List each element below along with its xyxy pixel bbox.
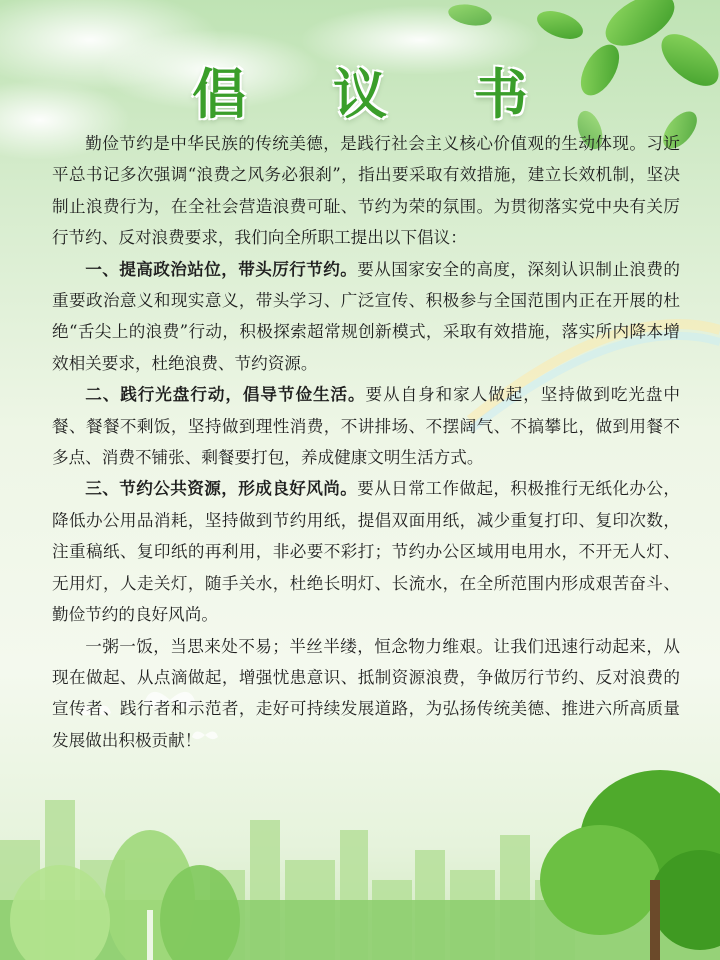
document-body [52,128,680,756]
page-title: 倡 议 书 [192,63,562,126]
paragraph-item-2: 二、践行光盘行动，倡导节俭生活。要从自身和家人做起，坚持做到吃光盘中餐、餐餐不剩饭，坚持做到理性消费，不讲排场、不摆阔气、不搞攀比，做到用餐不多点、消费不铺张、剩餐要打包，养成健康文明生活方式。 [52,384,681,468]
paragraph-item-1: 一、提高政治站位，带头厉行节约。要从国家安全的高度，深刻认识制止浪费的重要政治意义和现实意义，带头学习、广泛宣传、积极参与全国范围内正在开展的杜绝“舌尖上的浪费”行动，积极探索超常规创新模式，采取有效措施，落实所内降本增效相关要求，杜绝浪费、节约资源。 [52,258,681,373]
item-2-heading: 二、践行光盘行动，倡导节俭生活。 [85,384,366,405]
paragraph-item-3: 三、节约公共资源，形成良好风尚。要从日常工作做起，积极推行无纸化办公，降低办公用品消耗，坚持做到节约用纸，提倡双面用纸，减少重复打印、复印次数，注重稿纸、复印纸的再利用，非必要不彩打；节约办公区域用电用水，不开无人灯、无用灯，人走关灯，随手关水，杜绝长明灯、长流水，在全所范围内形成艰苦奋斗、勤俭节约的良好风尚。 [52,478,681,625]
paragraph-closing: 一粥一饭，当思来处不易；半丝半缕，恒念物力维艰。让我们迅速行动起来，从现在做起、从点滴做起，增强忧患意识、抵制资源浪费，争做厉行节约、反对浪费的宣传者、践行者和示范者，走好可持续发展道路，为弘扬传统美德、推进六所高质量发展做出积极贡献！ [52,636,680,750]
item-1-heading: 一、提高政治站位，带头厉行节约。 [85,258,358,279]
item-3-heading: 三、节约公共资源，形成良好风尚。 [85,478,358,499]
paragraph-intro: 勤俭节约是中华民族的传统美德，是践行社会主义核心价值观的生动体现。习近平总书记多次强调“浪费之风务必狠刹”，指出要采取有效措施，建立长效机制，坚决制止浪费行为，在全社会营造浪费可耻、节约为荣的氛围。为贯彻落实党中央有关厉行节约、反对浪费要求，我们向全所职工提出以下倡议： [52,134,680,248]
